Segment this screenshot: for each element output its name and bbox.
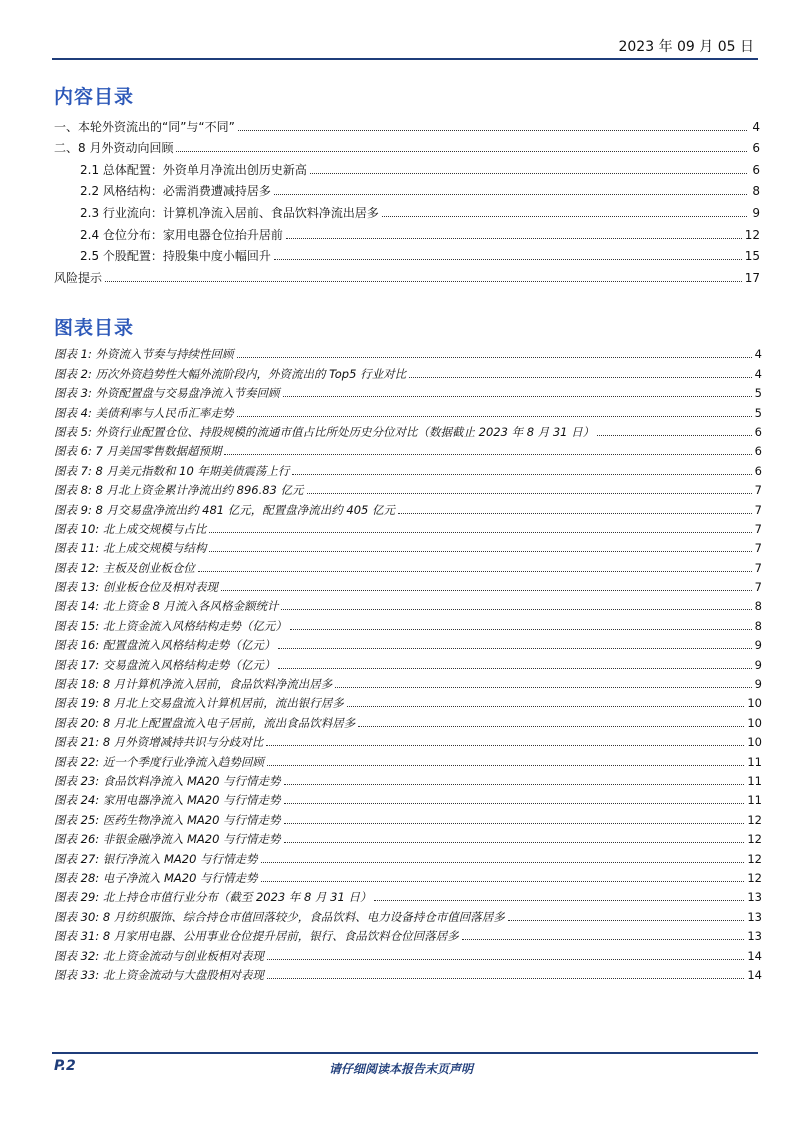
figure-entry[interactable]	[54, 691, 762, 710]
figure-entry[interactable]	[54, 904, 762, 923]
figure-entry-label: 图表 21: 8 月外资增减持共识与分歧对比	[54, 735, 264, 750]
toc-entry[interactable]	[54, 112, 760, 134]
dot-leader	[290, 629, 752, 630]
toc-entry-page: 6	[752, 162, 760, 177]
dot-leader	[358, 726, 744, 727]
figure-entry-label: 图表 20: 8 月北上配置盘流入电子居前，流出食品饮料居多	[54, 715, 356, 730]
figure-entry[interactable]	[54, 575, 762, 594]
figure-entry[interactable]	[54, 342, 762, 361]
figure-entry-label: 图表 11: 北上成交规模与结构	[54, 541, 207, 556]
dot-leader	[347, 706, 745, 707]
figure-entry[interactable]	[54, 633, 762, 652]
toc-entry-label: 2.1 总体配置：外资单月净流出创历史新高	[80, 162, 307, 177]
figure-entry-label: 图表 10: 北上成交规模与占比	[54, 521, 207, 536]
toc-entry-page: 9	[752, 205, 760, 220]
figure-entry-label: 图表 5: 外资行业配置仓位、持股规模的流通市值占比所处历史分位对比（数据截止 2023 年 8 月 31 日）	[54, 424, 595, 439]
dot-leader	[284, 842, 745, 843]
dot-leader	[286, 238, 742, 239]
figure-entry-label: 图表 19: 8 月北上交易盘流入计算机居前，流出银行居多	[54, 696, 344, 711]
figure-entry[interactable]	[54, 827, 762, 846]
toc-entry-label: 2.2 风格结构：必需消费遭减持居多	[80, 184, 271, 199]
figure-entry-page: 10	[747, 735, 762, 750]
figure-entry-label: 图表 17: 交易盘流入风格结构走势（亿元）	[54, 657, 276, 672]
dot-leader	[261, 881, 745, 882]
figure-entry-label: 图表 31: 8 月家用电器、公用事业仓位提升居前，银行、食品饮料仓位回落居多	[54, 929, 459, 944]
figures-list	[54, 342, 762, 982]
figure-entry-label: 图表 4: 美债利率与人民币汇率走势	[54, 405, 234, 420]
toc-entry-page: 17	[744, 270, 760, 285]
dot-leader	[374, 900, 744, 901]
dot-leader	[267, 959, 745, 960]
dot-leader	[398, 513, 752, 514]
figure-entry-label: 图表 16: 配置盘流入风格结构走势（亿元）	[54, 638, 276, 653]
dot-leader	[284, 823, 745, 824]
dot-leader	[278, 648, 751, 649]
figure-entry[interactable]	[54, 943, 762, 962]
figure-entry-page: 13	[747, 890, 762, 905]
figure-entry-label: 图表 29: 北上持仓市值行业分布（截至 2023 年 8 月 31 日）	[54, 890, 372, 905]
figure-entry[interactable]	[54, 769, 762, 788]
figure-entry-page: 12	[747, 812, 762, 827]
dot-leader	[237, 357, 752, 358]
figure-entry-page: 7	[754, 560, 762, 575]
dot-leader	[382, 216, 747, 217]
toc-entry-label: 一、本轮外资流出的“同”与“不同”	[54, 119, 235, 134]
dot-leader	[409, 377, 752, 378]
figure-entry-page: 12	[747, 870, 762, 885]
figure-entry-label: 图表 18: 8 月计算机净流入居前，食品饮料净流出居多	[54, 677, 333, 692]
dot-leader	[224, 454, 751, 455]
figure-entry[interactable]	[54, 458, 762, 477]
figure-entry[interactable]	[54, 885, 762, 904]
figure-entry[interactable]	[54, 672, 762, 691]
figure-entry-label: 图表 26: 非银金融净流入 MA20 与行情走势	[54, 832, 281, 847]
figure-entry-page: 12	[747, 851, 762, 866]
figure-entry-label: 图表 2: 历次外资趋势性大幅外流阶段内，外资流出的 Top5 行业对比	[54, 366, 407, 381]
figure-entry[interactable]	[54, 361, 762, 380]
figure-entry-label: 图表 12: 主板及创业板仓位	[54, 560, 195, 575]
figure-entry-page: 4	[754, 347, 762, 362]
toc-entry-label: 2.5 个股配置：持股集中度小幅回升	[80, 249, 271, 264]
toc-entry-page: 6	[752, 141, 760, 156]
figure-entry[interactable]	[54, 517, 762, 536]
dot-leader	[105, 281, 742, 282]
figure-entry[interactable]	[54, 807, 762, 826]
figure-entry[interactable]	[54, 478, 762, 497]
figure-entry-label: 图表 23: 食品饮料净流入 MA20 与行情走势	[54, 773, 281, 788]
figure-entry-label: 图表 13: 创业板仓位及相对表现	[54, 580, 218, 595]
figure-entry-label: 图表 32: 北上资金流动与创业板相对表现	[54, 948, 264, 963]
figure-entry-page: 8	[754, 599, 762, 614]
toc-entry-page: 8	[752, 184, 760, 199]
toc-entry-label: 2.3 行业流向：计算机净流入居前、食品饮料净流出居多	[80, 205, 379, 220]
dot-leader	[176, 151, 747, 152]
figure-entry[interactable]	[54, 749, 762, 768]
figure-entry-page: 11	[747, 754, 762, 769]
figure-entry-page: 9	[754, 657, 762, 672]
figure-entry-page: 11	[747, 773, 762, 788]
toc-entry-label: 二、8 月外资动向回顾	[54, 141, 174, 156]
page-number: P.2	[54, 1058, 76, 1074]
figure-entry-page: 14	[747, 967, 762, 982]
dot-leader	[221, 590, 752, 591]
figure-entry-page: 6	[754, 444, 762, 459]
figure-entry-label: 图表 6: 7 月美国零售数据超预期	[54, 444, 222, 459]
figure-entry-label: 图表 9: 8 月交易盘净流出约 481 亿元，配置盘净流出约 405 亿元	[54, 502, 395, 517]
figure-entry[interactable]	[54, 924, 762, 943]
toc-title: 内容目录	[54, 86, 135, 108]
toc-list	[54, 112, 760, 285]
dot-leader	[198, 571, 752, 572]
dot-leader	[267, 765, 745, 766]
toc-entry-page: 12	[744, 227, 760, 242]
figure-entry-page: 13	[747, 909, 762, 924]
dot-leader	[307, 493, 752, 494]
figure-entry-page: 5	[754, 386, 762, 401]
header-divider	[52, 58, 758, 60]
dot-leader	[310, 173, 747, 174]
dot-leader	[209, 551, 751, 552]
toc-entry[interactable]	[54, 263, 760, 285]
dot-leader	[209, 532, 751, 533]
dot-leader	[284, 803, 745, 804]
toc-entry[interactable]	[54, 177, 760, 199]
figure-entry[interactable]	[54, 594, 762, 613]
dot-leader	[508, 920, 745, 921]
figure-entry-label: 图表 27: 银行净流入 MA20 与行情走势	[54, 851, 258, 866]
dot-leader	[274, 259, 742, 260]
figure-entry[interactable]	[54, 866, 762, 885]
dot-leader	[283, 396, 752, 397]
figure-entry-label: 图表 33: 北上资金流动与大盘股相对表现	[54, 967, 264, 982]
dot-leader	[267, 978, 745, 979]
figure-entry[interactable]	[54, 710, 762, 729]
figure-entry-label: 图表 28: 电子净流入 MA20 与行情走势	[54, 870, 258, 885]
figure-entry[interactable]	[54, 439, 762, 458]
footer-divider	[52, 1052, 758, 1054]
figure-entry[interactable]	[54, 963, 762, 982]
toc-entry-label: 2.4 仓位分布：家用电器仓位抬升居前	[80, 227, 283, 242]
toc-entry[interactable]	[54, 198, 760, 220]
figure-entry[interactable]	[54, 730, 762, 749]
toc-entry-page: 4	[752, 119, 760, 134]
figure-entry[interactable]	[54, 497, 762, 516]
figure-entry-label: 图表 3: 外资配置盘与交易盘净流入节奏回顾	[54, 386, 280, 401]
figure-entry-label: 图表 8: 8 月北上资金累计净流出约 896.83 亿元	[54, 483, 304, 498]
figure-entry[interactable]	[54, 846, 762, 865]
report-date: 2023 年 09 月 05 日	[618, 39, 754, 55]
figure-entry-label: 图表 30: 8 月纺织服饰、综合持仓市值回落较少，食品饮料、电力设备持仓市值回落居多	[54, 909, 505, 924]
figure-entry-page: 8	[754, 618, 762, 633]
figure-entry-page: 4	[754, 366, 762, 381]
figure-entry-page: 6	[754, 463, 762, 478]
figure-entry-page: 14	[747, 948, 762, 963]
toc-entry[interactable]	[54, 242, 760, 264]
figure-entry-page: 9	[754, 677, 762, 692]
figures-title: 图表目录	[54, 317, 135, 339]
figure-entry[interactable]	[54, 381, 762, 400]
dot-leader	[462, 939, 745, 940]
dot-leader	[292, 474, 751, 475]
dot-leader	[237, 416, 752, 417]
figure-entry-page: 7	[754, 483, 762, 498]
toc-entry-page: 15	[744, 249, 760, 264]
dot-leader	[281, 609, 751, 610]
disclaimer-note: 请仔细阅读本报告末页声明	[328, 1062, 473, 1076]
figure-entry[interactable]	[54, 652, 762, 671]
figure-entry-page: 7	[754, 580, 762, 595]
figure-entry-page: 7	[754, 502, 762, 517]
figure-entry-label: 图表 15: 北上资金流入风格结构走势（亿元）	[54, 618, 287, 633]
toc-entry[interactable]	[54, 220, 760, 242]
figure-entry-label: 图表 24: 家用电器净流入 MA20 与行情走势	[54, 793, 281, 808]
dot-leader	[238, 130, 747, 131]
figure-entry[interactable]	[54, 420, 762, 439]
figure-entry-label: 图表 7: 8 月美元指数和 10 年期美债震荡上行	[54, 463, 290, 478]
figure-entry[interactable]	[54, 536, 762, 555]
figure-entry-page: 5	[754, 405, 762, 420]
figure-entry-label: 图表 22: 近一个季度行业净流入趋势回顾	[54, 754, 264, 769]
figure-entry-page: 10	[747, 715, 762, 730]
figure-entry-label: 图表 25: 医药生物净流入 MA20 与行情走势	[54, 812, 281, 827]
figure-entry-page: 6	[754, 424, 762, 439]
figure-entry-page: 7	[754, 521, 762, 536]
figure-entry[interactable]	[54, 555, 762, 574]
toc-entry[interactable]	[54, 134, 760, 156]
dot-leader	[335, 687, 751, 688]
figure-entry-label: 图表 14: 北上资金 8 月流入各风格金额统计	[54, 599, 279, 614]
figure-entry-page: 10	[747, 696, 762, 711]
figure-entry-page: 7	[754, 541, 762, 556]
dot-leader	[261, 862, 745, 863]
figure-entry[interactable]	[54, 788, 762, 807]
figure-entry-page: 11	[747, 793, 762, 808]
toc-entry[interactable]	[54, 155, 760, 177]
figure-entry[interactable]	[54, 400, 762, 419]
dot-leader	[284, 784, 745, 785]
toc-entry-label: 风险提示	[54, 270, 103, 285]
dot-leader	[278, 668, 751, 669]
figure-entry-page: 13	[747, 929, 762, 944]
figure-entry-label: 图表 1: 外资流入节奏与持续性回顾	[54, 347, 234, 362]
figure-entry[interactable]	[54, 613, 762, 632]
figure-entry-page: 12	[747, 832, 762, 847]
dot-leader	[274, 194, 747, 195]
figure-entry-page: 9	[754, 638, 762, 653]
dot-leader	[266, 745, 744, 746]
dot-leader	[597, 435, 752, 436]
